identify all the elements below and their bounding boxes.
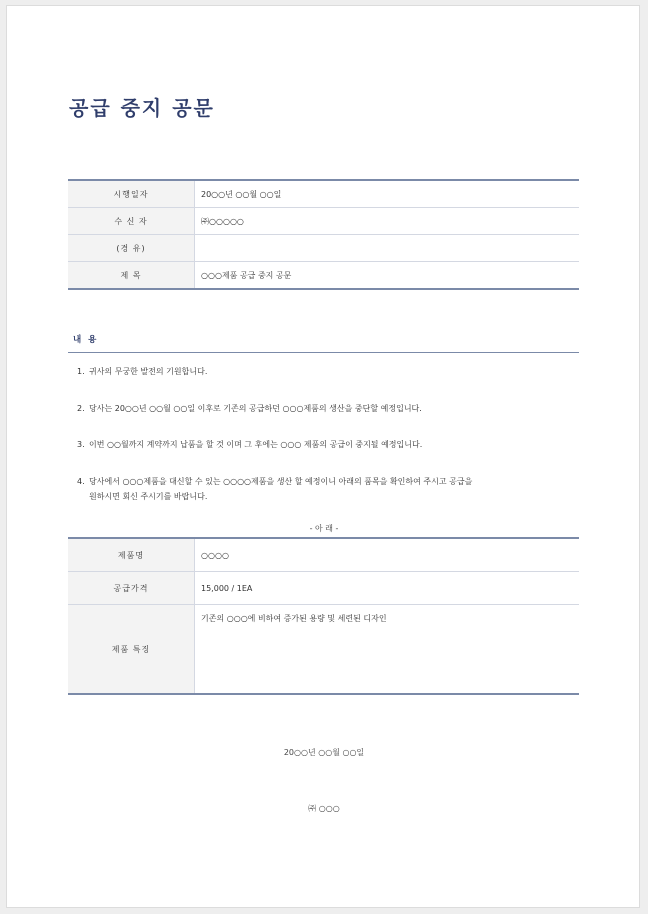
info-label-recipient: 수 신 자 — [68, 208, 195, 235]
table-row — [68, 538, 579, 572]
paragraph-1 — [77, 364, 569, 379]
info-label-date: 시행일자 — [68, 180, 195, 208]
table-row — [68, 262, 579, 290]
paragraph-4 — [77, 474, 569, 504]
table-row — [68, 208, 579, 235]
paragraph-continuation: 원하시면 회신 주시기를 바랍니다. — [89, 492, 208, 501]
paragraph-number: 2. — [77, 404, 85, 413]
detail-table — [68, 537, 579, 695]
info-label-via: (경 유) — [68, 235, 195, 262]
info-table — [68, 179, 579, 290]
sender-name: ㈜ ○○○ — [308, 804, 340, 813]
content-heading: 내 용 — [73, 335, 99, 345]
document-title: 공급 중지 공문 — [69, 96, 215, 120]
paragraph-3 — [77, 437, 569, 452]
detail-value-product: ○○○○ — [195, 538, 580, 572]
paragraph-text: 귀사의 무궁한 발전의 기원합니다. — [89, 367, 208, 376]
paragraph-text: 당사에서 ○○○제품을 대신할 수 있는 ○○○○제품을 생산 할 예정이니 아래의 품목을 확인하여 주시고 공급을 — [89, 477, 473, 486]
below-mark: - 아 래 - — [309, 524, 339, 533]
detail-label-features: 제품 특징 — [68, 605, 195, 695]
issue-date: 20○○년 ○○월 ○○일 — [283, 748, 365, 757]
detail-value-features: 기존의 ○○○에 비하여 증가된 용량 및 세련된 디자인 — [201, 614, 387, 623]
info-value-date: 20○○년 ○○월 ○○일 — [195, 180, 580, 208]
info-value-via — [195, 235, 580, 262]
paragraph-text: 당사는 20○○년 ○○월 ○○일 이후로 기존의 공급하던 ○○○제품의 생산을 중단할 예정입니다. — [89, 404, 422, 413]
table-row — [68, 572, 579, 605]
detail-label-price: 공급가격 — [68, 572, 195, 605]
paragraph-text: 이번 ○○월까지 계약까지 납품을 할 것 이며 그 후에는 ○○○ 제품의 공급이 중지될 예정입니다. — [89, 440, 423, 449]
paragraph-number: 3. — [77, 440, 85, 449]
table-row — [68, 235, 579, 262]
paragraph-2 — [77, 401, 569, 416]
detail-label-product: 제품명 — [68, 538, 195, 572]
table-row — [68, 180, 579, 208]
paragraph-number: 4. — [77, 477, 85, 486]
info-label-subject: 제 목 — [68, 262, 195, 290]
table-row — [68, 605, 579, 695]
info-value-subject: ○○○제품 공급 중지 공문 — [201, 270, 292, 280]
content-divider — [68, 352, 579, 353]
document-page — [6, 5, 640, 908]
detail-value-price: 15,000 / 1EA — [195, 572, 580, 605]
info-value-recipient: ㈜○○○○○ — [195, 208, 580, 235]
paragraph-number: 1. — [77, 367, 85, 376]
